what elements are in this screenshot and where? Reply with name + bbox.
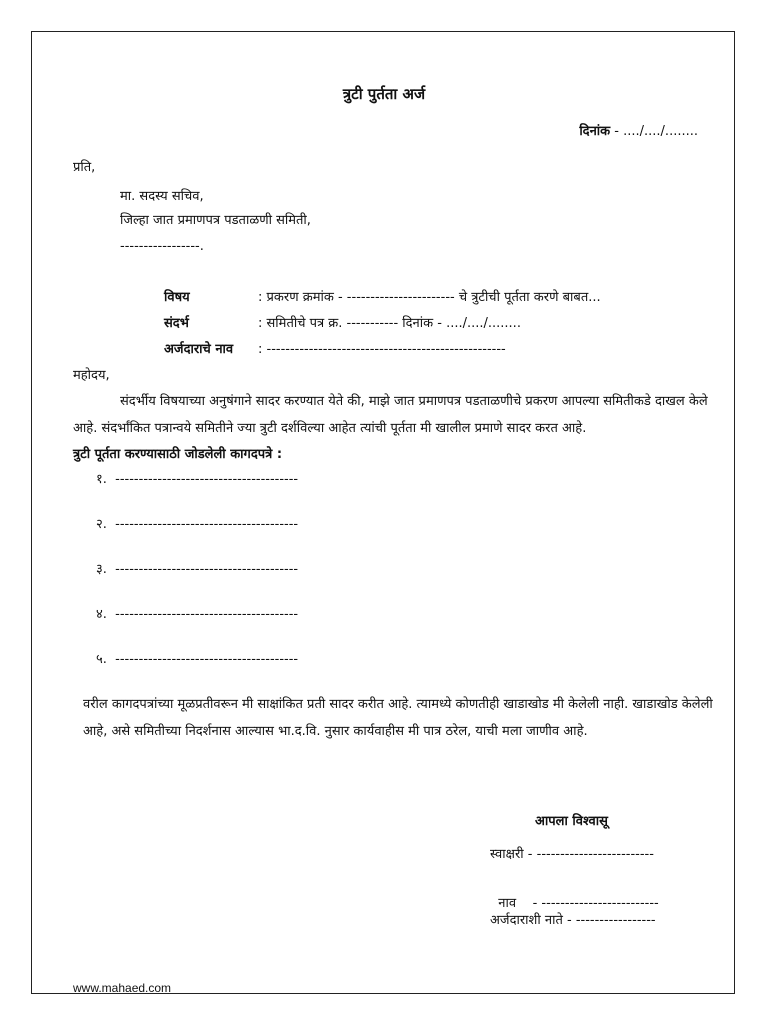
document-number: २. xyxy=(96,517,107,532)
document-line: --------------------------------------- xyxy=(115,562,299,577)
document-number: १. xyxy=(96,472,107,487)
signature-label: स्वाक्षरी xyxy=(490,847,524,862)
relation-label: अर्जदाराशी नाते xyxy=(490,913,563,928)
reference-label: संदर्भ xyxy=(164,316,189,331)
footer-website: www.mahaed.com xyxy=(73,981,172,995)
closing-text: आपला विश्वासू xyxy=(535,814,608,829)
document-line: --------------------------------------- xyxy=(115,472,299,487)
document-item-2 xyxy=(96,517,298,533)
addressee-line: जिल्हा जात प्रमाणपत्र पडताळणी समिती, xyxy=(120,213,311,228)
subject-value: : प्रकरण क्रमांक - ----------------------- चे त्रुटीची पूर्तता करणे बाबत... xyxy=(258,290,601,305)
document-number: ५. xyxy=(96,652,107,667)
document-item-1 xyxy=(96,472,298,488)
date-value: - ..../..../........ xyxy=(610,124,698,139)
name-row xyxy=(490,880,659,911)
document-title: त्रुटी पुर्तता अर्ज xyxy=(342,85,426,103)
to-label: प्रति, xyxy=(73,160,96,175)
document-line: --------------------------------------- xyxy=(115,517,299,532)
document-item-4 xyxy=(96,607,298,623)
body-paragraph: संदर्भीय विषयाच्या अनुषंगाने सादर करण्यात येते की, माझे जात प्रमाणपत्र पडताळणीचे प्रकरण आपल्या समितीकडे दाखल केले आहे. संदर्भांकित पत्रान्वये समितीने ज्या त्रुटी दर्शविल्या आहेत त्यांची पूर्तता मी खालील प्रमाणे सादर करत आहे. xyxy=(73,394,708,436)
document-line: --------------------------------------- xyxy=(115,652,299,667)
document-item-3 xyxy=(96,562,298,578)
relation-row xyxy=(490,913,656,929)
applicant-name-label: अर्जदाराचे नाव xyxy=(164,342,234,357)
documents-heading: त्रुटी पूर्तता करण्यासाठी जोडलेली कागदपत्रे : xyxy=(73,447,283,462)
salutation: महोदय, xyxy=(73,368,110,383)
applicant-name-value: : --------------------------------------------------- xyxy=(258,342,506,357)
signature-line: - ------------------------- xyxy=(523,847,654,862)
document-item-5 xyxy=(96,652,298,668)
declaration-paragraph: वरील कागदपत्रांच्या मूळप्रतीवरून मी साक्षांकित प्रती सादर करीत आहे. त्यामध्ये कोणतीही खाडाखोड मी केलेली नाही. खाडाखोड केलेली आहे, असे समितीच्या निदर्शनास आल्यास भा.द.वि. नुसार कार्यवाहीस मी पात्र ठरेल, याची मला जाणीव आहे. xyxy=(83,697,713,739)
addressee-line: मा. सदस्य सचिव, xyxy=(120,189,204,204)
document-number: ४. xyxy=(96,607,107,622)
date-line xyxy=(579,124,698,140)
addressee-line: -----------------. xyxy=(120,239,204,254)
signature-row xyxy=(490,847,654,863)
document-line: --------------------------------------- xyxy=(115,607,299,622)
subject-label: विषय xyxy=(164,290,190,305)
name-line: - ------------------------- xyxy=(516,895,659,911)
reference-value: : समितीचे पत्र क्र. ----------- दिनांक - ..../..../........ xyxy=(258,316,521,331)
date-label: दिनांक xyxy=(579,124,611,139)
document-number: ३. xyxy=(96,562,107,577)
name-label: नाव xyxy=(498,895,517,911)
relation-line: - ----------------- xyxy=(562,913,656,928)
